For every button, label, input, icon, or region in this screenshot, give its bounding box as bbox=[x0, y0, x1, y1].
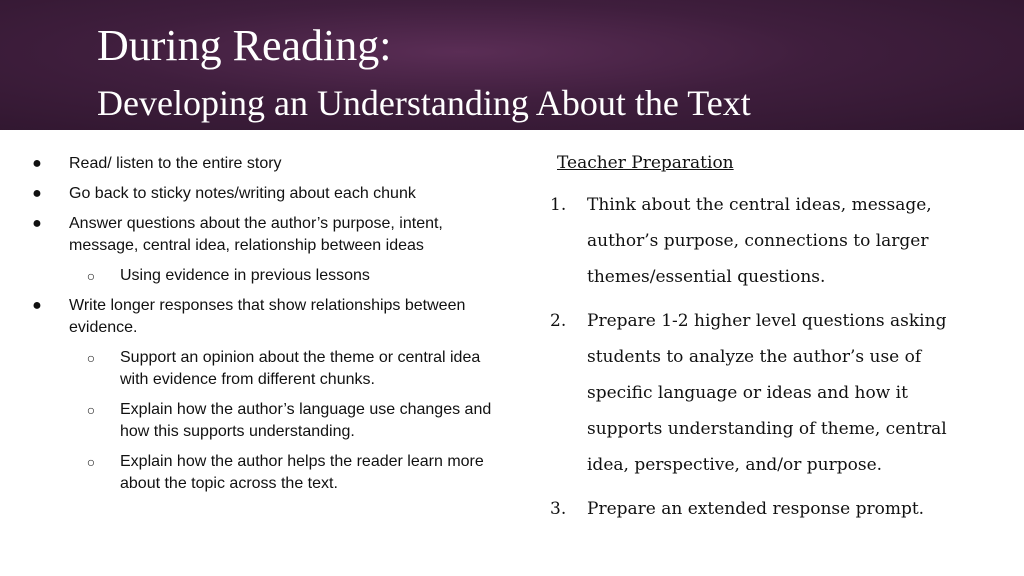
sub-list-item bbox=[30, 451, 510, 495]
numbered-item-text: Think about the central ideas, message, author’s purpose, connections to larger themes/essential questions. bbox=[587, 195, 932, 287]
list-item-text: Answer questions about the author’s purpose, intent, message, central idea, relationship between ideas bbox=[69, 215, 443, 254]
student-bullet-list bbox=[30, 153, 510, 503]
list-item bbox=[30, 295, 510, 339]
list-item-text: Go back to sticky notes/writing about each chunk bbox=[69, 185, 416, 202]
item-number: 3. bbox=[550, 499, 567, 519]
sub-list-item-text: Support an opinion about the theme or central idea with evidence from different chunks. bbox=[120, 349, 481, 388]
list-item-text: Write longer responses that show relationships between evidence. bbox=[69, 297, 466, 336]
numbered-item bbox=[550, 187, 970, 295]
sub-list-item bbox=[30, 265, 510, 287]
teacher-preparation-panel bbox=[550, 150, 970, 535]
slide-title: During Reading: bbox=[97, 21, 392, 70]
sub-list-item bbox=[30, 399, 510, 443]
list-item bbox=[30, 153, 510, 175]
list-item bbox=[30, 213, 510, 257]
slide-subtitle: Developing an Understanding About the Text bbox=[97, 83, 751, 123]
sub-list-item bbox=[30, 347, 510, 391]
bullet-icon: ● bbox=[32, 297, 42, 314]
sub-list-item-text: Using evidence in previous lessons bbox=[120, 267, 370, 284]
numbered-item-text: Prepare 1-2 higher level questions asking students to analyze the author’s use of specific language or ideas and how it supports understanding of theme, central idea, perspective, and/or purpose. bbox=[587, 311, 947, 475]
title-banner bbox=[0, 0, 1024, 130]
bullet-icon: ● bbox=[32, 155, 42, 172]
hollow-bullet-icon: ○ bbox=[86, 402, 96, 418]
item-number: 1. bbox=[550, 195, 567, 215]
sub-list-item-text: Explain how the author helps the reader learn more about the topic across the text. bbox=[120, 453, 484, 492]
hollow-bullet-icon: ○ bbox=[86, 454, 96, 470]
numbered-item bbox=[550, 491, 970, 527]
list-item bbox=[30, 183, 510, 205]
item-number: 2. bbox=[550, 311, 567, 331]
hollow-bullet-icon: ○ bbox=[86, 350, 96, 366]
hollow-bullet-icon: ○ bbox=[86, 268, 96, 284]
bullet-icon: ● bbox=[32, 215, 42, 232]
list-item-text: Read/ listen to the entire story bbox=[69, 155, 282, 172]
bullet-icon: ● bbox=[32, 185, 42, 202]
numbered-item-text: Prepare an extended response prompt. bbox=[587, 499, 925, 519]
teacher-preparation-heading: Teacher Preparation bbox=[557, 153, 734, 173]
sub-list-item-text: Explain how the author’s language use changes and how this supports understanding. bbox=[120, 401, 492, 440]
numbered-item bbox=[550, 303, 970, 483]
